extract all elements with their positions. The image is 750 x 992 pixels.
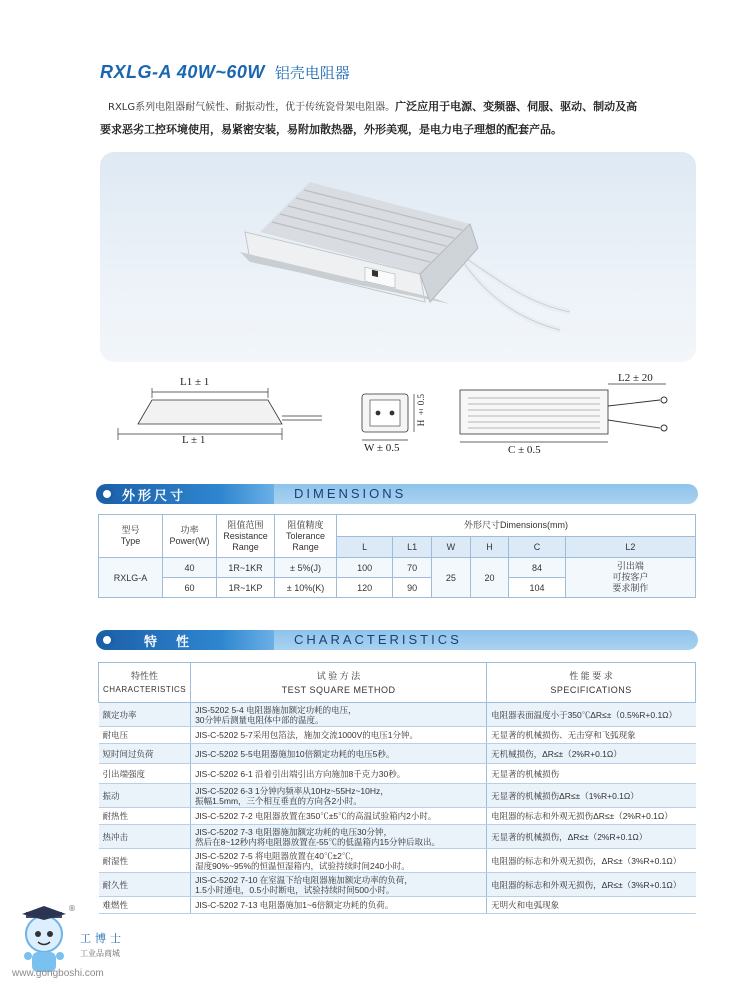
col-w: W (432, 537, 471, 558)
table-row: 短时间过负荷 JIS-C-5202 5-5电阻器施加10倍额定功耗的电压5秒。 无机械损伤，ΔR≤±（2%R+0.1Ω） (99, 744, 696, 764)
intro-paragraph (100, 96, 700, 141)
label-l1: L1 ± 1 (180, 376, 210, 388)
cell-power: 40 (163, 558, 217, 578)
table-row: 额定功率 JIS-5202 5-4 电阻器施加额定功耗的电压， 30分钟后测量电阻体中部的温度。 电阻器表面温度小于350℃ΔR≤±（0.5%R+0.1Ω） (99, 703, 696, 727)
table-row: 振动 JIS-C-5202 6-3 1分钟内频率从10Hz~55Hz~10Hz， 振幅1.5mm，三个相互垂直的方向各2小时。 无显著的机械损伤ΔR≤±（1%R+0.1Ω） (99, 784, 696, 808)
col-tolerance-header: 阻值精度 Tolerance Range (275, 515, 337, 558)
cell-c: 104 (509, 578, 565, 598)
label-l2: L2 ± 20 (618, 372, 653, 384)
cell-l1: 90 (393, 578, 432, 598)
characteristics-title-en: CHARACTERISTICS (294, 632, 462, 647)
cell-l: 100 (337, 558, 393, 578)
dimensions-title-en: DIMENSIONS (294, 486, 407, 501)
dimensions-section-bar (96, 484, 698, 504)
characteristics-title-cn: 特 性 (144, 635, 193, 650)
cell-c: 84 (509, 558, 565, 578)
page-title-row (100, 62, 350, 83)
characteristics-table (98, 662, 696, 914)
col-l: L (337, 537, 393, 558)
cell-w: 25 (432, 558, 471, 598)
cell-h: 20 (470, 558, 509, 598)
dimensions-title-cn: 外形尺寸 (122, 489, 187, 504)
intro-lead: RXLG系列电阻器耐气候性、耐振动性，优于传统瓷骨架电阻器。 (108, 102, 396, 113)
cell-l2: 引出端 可按客户 要求制作 (565, 558, 695, 598)
col-dimensions-header: 外形尺寸Dimensions(mm) (337, 515, 696, 537)
col-l1: L1 (393, 537, 432, 558)
cell-range: 1R~1KP (217, 578, 275, 598)
cell-l1: 70 (393, 558, 432, 578)
cell-l: 120 (337, 578, 393, 598)
dimension-drawings (100, 370, 700, 470)
bullet-icon (100, 633, 114, 647)
cell-tolerance: ± 5%(J) (275, 558, 337, 578)
page-title: RXLG-A 40W~60W (100, 62, 265, 82)
resistor-photo-illustration (100, 152, 696, 362)
label-l: L ± 1 (182, 434, 206, 446)
page-subtitle: 铝壳电阻器 (274, 64, 350, 82)
col-item-header: 特性性 CHARACTERISTICS (99, 663, 191, 703)
cell-power: 60 (163, 578, 217, 598)
table-row: 难燃性 JIS-C-5202 7-13 电阻器施加1~6倍额定功耗的负荷。 无明火和电弧现象 (99, 897, 696, 914)
col-power-header: 功率 Power(W) (163, 515, 217, 558)
label-w: W ± 0.5 (364, 442, 400, 454)
label-h: H ± 0.5 (416, 394, 426, 427)
cell-range: 1R~1KR (217, 558, 275, 578)
intro-bold-2: 要求恶劣工控环境使用，易紧密安装，易附加散热器，外形美观，是电力电子理想的配套产品。 (100, 123, 562, 136)
dimensions-table (98, 514, 696, 598)
table-row: 耐热性 JIS-C-5202 7-2 电阻器放置在350℃±5℃的高温试验箱内2小时。 电阻器的标志和外观无损伤ΔR≤±（2%R+0.1Ω） (99, 808, 696, 825)
col-range-header: 阻值范围 Resistance Range (217, 515, 275, 558)
col-h: H (470, 537, 509, 558)
table-row: 热冲击 JIS-C-5202 7-3 电阻器施加额定功耗的电压30分钟， 然后在8~12秒内将电阻器放置在-55℃的低温箱内15分钟后取出。 无显著的机械损伤，ΔR≤±（2%R+0.1Ω） (99, 825, 696, 849)
intro-bold-1: 广泛应用于电源、变频器、伺服、驱动、制动及高 (395, 100, 638, 113)
cell-tolerance: ± 10%(K) (275, 578, 337, 598)
brand-subtitle: 工业品商城 (80, 949, 120, 958)
brand-name: 工博士 (80, 932, 125, 945)
table-row: 耐湿性 JIS-C-5202 7-5 将电阻器放置在40℃±2℃， 湿度90%~95%的恒温恒湿箱内，试验持续时间240小时。 电阻器的标志和外观无损伤，ΔR≤±（3%R+0.1Ω） (99, 849, 696, 873)
registered-mark: ® (68, 904, 76, 913)
col-spec-header: 性 能 要 求 SPECIFICATIONS (487, 663, 696, 703)
label-c: C ± 0.5 (508, 444, 541, 456)
bullet-icon (100, 487, 114, 501)
table-row (99, 558, 696, 578)
col-c: C (509, 537, 565, 558)
table-row: 耐久性 JIS-C-5202 7-10 在室温下给电阻器施加额定功率的负荷， 1.5小时通电，0.5小时断电，试验持续时间500小时。 电阻器的标志和外观无损伤，ΔR≤±（3%R+0.1Ω） (99, 873, 696, 897)
product-photo (100, 152, 696, 362)
table-row: 引出端强度 JIS-C-5202 6-1 沿着引出端引出方向施加8千克力30秒。 无显著的机械损伤 (99, 764, 696, 784)
table-row: 耐电压 JIS-C-5202 5-7采用包箔法，施加交流1000V的电压1分钟。 无显著的机械损伤、无击穿和飞弧现象 (99, 727, 696, 744)
characteristics-section-bar (96, 630, 698, 650)
col-method-header: 试 验 方 法 TEST SQUARE METHOD (191, 663, 487, 703)
col-type-header: 型号 Type (99, 515, 163, 558)
brand-url: www.gongboshi.com (12, 968, 104, 979)
cell-type: RXLG-A (99, 558, 163, 598)
col-l2: L2 (565, 537, 695, 558)
